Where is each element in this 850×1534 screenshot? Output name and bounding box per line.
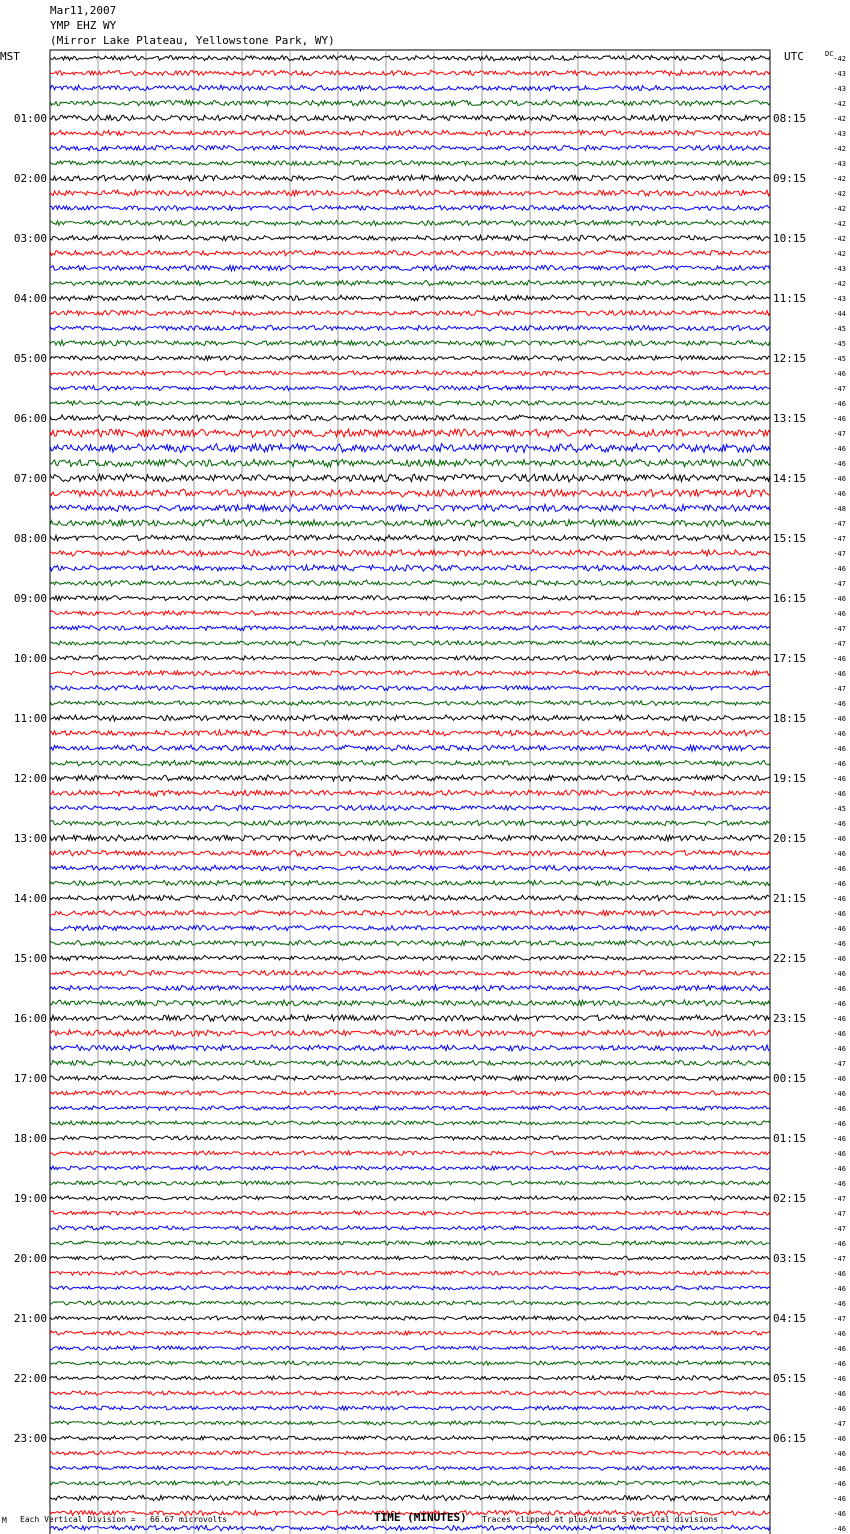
seismic-trace — [50, 1525, 770, 1531]
mst-hour-label: 06:00 — [13, 412, 47, 425]
utc-hour-label: 01:15 — [773, 1132, 807, 1145]
seismic-trace — [50, 415, 770, 421]
seismic-trace — [50, 1045, 770, 1051]
seismic-trace — [50, 970, 770, 975]
dc-offset-label: -46 — [833, 745, 846, 753]
seismic-trace — [50, 55, 770, 61]
dc-offset-label: -42 — [833, 145, 846, 153]
seismic-trace — [50, 760, 770, 765]
seismic-trace — [50, 519, 770, 526]
dc-offset-label: -47 — [833, 1255, 846, 1263]
utc-hour-label: 04:15 — [773, 1312, 807, 1325]
dc-offset-label: -46 — [833, 1360, 846, 1368]
seismic-trace — [50, 401, 770, 406]
seismic-trace — [50, 985, 770, 991]
seismic-trace — [50, 459, 770, 467]
seismic-trace — [50, 865, 770, 871]
mst-hour-label: 22:00 — [13, 1372, 47, 1385]
seismic-trace — [50, 775, 770, 781]
dc-offset-label: -46 — [833, 715, 846, 723]
dc-offset-label: -46 — [833, 1105, 846, 1113]
mst-hour-label: 12:00 — [13, 772, 47, 785]
dc-offset-label: -46 — [833, 940, 846, 948]
seismic-trace — [50, 1481, 770, 1485]
dc-offset-label: -47 — [833, 1210, 846, 1218]
dc-offset-label: -46 — [833, 835, 846, 843]
seismic-trace — [50, 565, 770, 571]
seismic-trace — [50, 850, 770, 856]
dc-offset-label: -47 — [833, 535, 846, 543]
seismic-trace — [50, 790, 770, 796]
dc-offset-label: -46 — [833, 925, 846, 933]
utc-hour-label: 20:15 — [773, 832, 807, 845]
dc-offset-label: -46 — [833, 1270, 846, 1278]
seismic-trace — [50, 1316, 770, 1320]
utc-hour-label: 08:15 — [773, 112, 807, 125]
seismic-trace — [50, 805, 770, 810]
seismic-trace — [50, 474, 770, 482]
seismic-trace — [50, 235, 770, 241]
dc-offset-label: -47 — [833, 1315, 846, 1323]
dc-offset-label: -42 — [833, 280, 846, 288]
dc-offset-label: -42 — [833, 205, 846, 213]
dc-offset-label: -46 — [833, 1075, 846, 1083]
dc-offset-label: -46 — [833, 445, 846, 453]
seismic-trace — [50, 1091, 770, 1096]
dc-offset-label: -45 — [833, 805, 846, 813]
dc-offset-label: -43 — [833, 265, 846, 273]
utc-hour-label: 00:15 — [773, 1072, 807, 1085]
seismic-trace — [50, 1015, 770, 1021]
dc-offset-label: -46 — [833, 730, 846, 738]
seismic-trace — [50, 626, 770, 631]
utc-hour-label: 16:15 — [773, 592, 807, 605]
dc-offset-label: -43 — [833, 70, 846, 78]
utc-hour-label: 17:15 — [773, 652, 807, 665]
seismic-trace — [50, 550, 770, 557]
dc-offset-label: -46 — [833, 760, 846, 768]
station-code: YMP EHZ WY — [50, 19, 117, 32]
seismic-trace — [50, 386, 770, 391]
dc-offset-label: -46 — [833, 790, 846, 798]
seismic-trace — [50, 1181, 770, 1185]
seismic-trace — [50, 1256, 770, 1260]
dc-offset-label: -46 — [833, 1375, 846, 1383]
dc-offset-label: -46 — [833, 1510, 846, 1518]
mst-hour-label: 14:00 — [13, 892, 47, 905]
dc-offset-label: -47 — [833, 430, 846, 438]
seismic-trace — [50, 1030, 770, 1037]
dc-offset-label: -46 — [833, 1090, 846, 1098]
station-date: Mar11,2007 — [50, 4, 117, 17]
seismic-trace — [50, 1451, 770, 1455]
mst-hour-label: 08:00 — [13, 532, 47, 545]
dc-offset-label: -42 — [833, 55, 846, 63]
utc-hour-label: 11:15 — [773, 292, 807, 305]
dc-offset-label: -42 — [833, 190, 846, 198]
seismic-trace — [50, 1421, 770, 1425]
dc-offset-label: -46 — [833, 1465, 846, 1473]
dc-offset-label: -46 — [833, 1435, 846, 1443]
dc-offset-label: -46 — [833, 415, 846, 423]
dc-offset-label: -46 — [833, 1030, 846, 1038]
mst-hour-label: 11:00 — [13, 712, 47, 725]
dc-offset-label: -45 — [833, 355, 846, 363]
seismic-trace — [50, 70, 770, 75]
dc-offset-label: -46 — [833, 820, 846, 828]
dc-offset-label: -46 — [833, 700, 846, 708]
seismic-trace — [50, 1151, 770, 1156]
seismic-trace — [50, 265, 770, 271]
dc-offset-label: -42 — [833, 250, 846, 258]
dc-offset-label: -47 — [833, 1420, 846, 1428]
dc-offset-label: -42 — [833, 115, 846, 123]
dc-offset-label: -46 — [833, 1045, 846, 1053]
dc-offset-label: -46 — [833, 1180, 846, 1188]
seismic-trace — [50, 190, 770, 196]
dc-offset-label: -46 — [833, 1480, 846, 1488]
seismic-trace — [50, 1391, 770, 1396]
dc-offset-label: -42 — [833, 235, 846, 243]
seismic-trace — [50, 880, 770, 886]
seismic-trace — [50, 671, 770, 676]
seismic-trace — [50, 835, 770, 841]
utc-hour-label: 13:15 — [773, 412, 807, 425]
dc-offset-label: -46 — [833, 595, 846, 603]
dc-offset-label: -47 — [833, 1060, 846, 1068]
mst-hour-label: 23:00 — [13, 1432, 47, 1445]
dc-offset-label: -48 — [833, 505, 846, 513]
dc-offset-label: -46 — [833, 895, 846, 903]
mst-hour-label: 16:00 — [13, 1012, 47, 1025]
seismic-trace — [50, 745, 770, 751]
seismic-trace — [50, 1241, 770, 1245]
dc-offset-label: -46 — [833, 1300, 846, 1308]
utc-hour-label: 12:15 — [773, 352, 807, 365]
dc-offset-label: -46 — [833, 1330, 846, 1338]
seismic-trace — [50, 940, 770, 946]
dc-offset-label: -46 — [833, 670, 846, 678]
mst-hour-label: 01:00 — [13, 112, 47, 125]
seismic-trace — [50, 130, 770, 135]
seismic-trace — [50, 1136, 770, 1140]
seismic-trace — [50, 145, 770, 150]
mst-hour-label: 09:00 — [13, 592, 47, 605]
dc-offset-label: -46 — [833, 850, 846, 858]
seismic-trace — [50, 429, 770, 437]
dc-offset-label: -42 — [833, 175, 846, 183]
seismic-trace — [50, 1000, 770, 1006]
dc-offset-label: -46 — [833, 1495, 846, 1503]
seismic-trace — [50, 1166, 770, 1170]
seismic-trace — [50, 1346, 770, 1350]
dc-offset-label: -46 — [833, 1405, 846, 1413]
dc-offset-label: -46 — [833, 865, 846, 873]
mst-hour-label: 04:00 — [13, 292, 47, 305]
dc-offset-label: -42 — [833, 100, 846, 108]
seismic-trace — [50, 701, 770, 706]
dc-offset-label: -46 — [833, 1165, 846, 1173]
mst-hour-label: 18:00 — [13, 1132, 47, 1145]
seismic-trace — [50, 444, 770, 453]
utc-hour-label: 14:15 — [773, 472, 807, 485]
seismic-trace — [50, 535, 770, 541]
seismic-trace — [50, 1436, 770, 1441]
seismic-trace — [50, 1211, 770, 1215]
seismic-trace — [50, 356, 770, 361]
dc-offset-label: -46 — [833, 1345, 846, 1353]
x-axis-label: TIME (MINUTES) — [374, 1511, 467, 1524]
utc-hour-label: 21:15 — [773, 892, 807, 905]
dc-offset-label: -46 — [833, 955, 846, 963]
dc-offset-label: -47 — [833, 580, 846, 588]
seismic-trace — [50, 580, 770, 586]
seismic-trace — [50, 295, 770, 301]
seismic-trace — [50, 371, 770, 376]
dc-offset-label: -43 — [833, 295, 846, 303]
dc-offset-label: -44 — [833, 310, 846, 318]
dc-offset-label: -45 — [833, 325, 846, 333]
seismic-trace — [50, 1286, 770, 1290]
dc-offset-label: -46 — [833, 1525, 846, 1533]
mst-hour-label: 13:00 — [13, 832, 47, 845]
seismic-trace — [50, 1301, 770, 1306]
seismic-trace — [50, 505, 770, 512]
footer-mark: M — [2, 1516, 7, 1525]
seismic-trace — [50, 205, 770, 210]
seismic-trace — [50, 489, 770, 497]
seismic-trace — [50, 115, 770, 121]
seismic-trace — [50, 160, 770, 166]
seismic-trace — [50, 596, 770, 601]
dc-offset-label: -46 — [833, 1285, 846, 1293]
utc-hour-label: 03:15 — [773, 1252, 807, 1265]
seismic-trace — [50, 1121, 770, 1125]
seismic-trace — [50, 1060, 770, 1066]
dc-offset-label: -47 — [833, 640, 846, 648]
seismic-trace — [50, 925, 770, 930]
dc-offset-label: -42 — [833, 220, 846, 228]
dc-offset-label: -46 — [833, 1135, 846, 1143]
dc-offset-label: -46 — [833, 610, 846, 618]
dc-title: DC — [825, 50, 834, 58]
mst-hour-label: 20:00 — [13, 1252, 47, 1265]
seismic-trace — [50, 1495, 770, 1501]
dc-offset-label: -47 — [833, 550, 846, 558]
dc-offset-label: -46 — [833, 1390, 846, 1398]
mst-hour-label: 19:00 — [13, 1192, 47, 1205]
dc-offset-label: -46 — [833, 1015, 846, 1023]
seismic-trace — [50, 611, 770, 616]
seismic-trace — [50, 1406, 770, 1410]
mst-hour-label: 21:00 — [13, 1312, 47, 1325]
seismic-trace — [50, 1076, 770, 1081]
seismic-trace — [50, 656, 770, 661]
utc-hour-label: 22:15 — [773, 952, 807, 965]
seismic-trace — [50, 310, 770, 315]
dc-offset-label: -46 — [833, 475, 846, 483]
dc-offset-label: -43 — [833, 85, 846, 93]
dc-offset-label: -46 — [833, 400, 846, 408]
utc-hour-label: 06:15 — [773, 1432, 807, 1445]
utc-hour-label: 09:15 — [773, 172, 807, 185]
dc-offset-label: -46 — [833, 970, 846, 978]
seismic-trace — [50, 175, 770, 181]
dc-offset-label: -46 — [833, 910, 846, 918]
utc-hour-label: 15:15 — [773, 532, 807, 545]
seismic-trace — [50, 250, 770, 256]
seismic-trace — [50, 1226, 770, 1231]
utc-hour-label: 10:15 — [773, 232, 807, 245]
mst-hour-label: 17:00 — [13, 1072, 47, 1085]
seismic-trace — [50, 220, 770, 226]
seismic-trace — [50, 910, 770, 916]
dc-offset-label: -46 — [833, 880, 846, 888]
mst-hour-label: 10:00 — [13, 652, 47, 665]
dc-offset-label: -46 — [833, 985, 846, 993]
dc-offset-label: -46 — [833, 775, 846, 783]
mst-hour-label: 02:00 — [13, 172, 47, 185]
utc-hour-label: 05:15 — [773, 1372, 807, 1385]
dc-offset-label: -46 — [833, 370, 846, 378]
scale-note: Each Vertical Division = 66.67 microvolts — [20, 1515, 228, 1524]
seismic-trace — [50, 715, 770, 721]
mst-hour-label: 03:00 — [13, 232, 47, 245]
seismic-trace — [50, 1376, 770, 1380]
right-axis-title: UTC — [784, 50, 804, 63]
dc-offset-label: -46 — [833, 1120, 846, 1128]
utc-hour-label: 02:15 — [773, 1192, 807, 1205]
seismic-trace — [50, 686, 770, 691]
dc-offset-label: -47 — [833, 1225, 846, 1233]
seismic-trace — [50, 100, 770, 106]
seismic-trace — [50, 1106, 770, 1110]
dc-offset-label: -47 — [833, 685, 846, 693]
dc-offset-label: -45 — [833, 340, 846, 348]
utc-hour-label: 23:15 — [773, 1012, 807, 1025]
dc-offset-label: -46 — [833, 565, 846, 573]
dc-offset-label: -43 — [833, 160, 846, 168]
dc-offset-label: -47 — [833, 385, 846, 393]
left-axis-title: MST — [0, 50, 20, 63]
dc-offset-label: -47 — [833, 1195, 846, 1203]
seismic-trace — [50, 730, 770, 736]
seismic-trace — [50, 820, 770, 826]
seismic-traces — [50, 55, 770, 1531]
dc-offset-label: -47 — [833, 520, 846, 528]
dc-offset-label: -43 — [833, 130, 846, 138]
dc-offset-label: -46 — [833, 490, 846, 498]
dc-offset-label: -46 — [833, 1450, 846, 1458]
dc-offset-label: -46 — [833, 460, 846, 468]
mst-hour-label: 07:00 — [13, 472, 47, 485]
dc-offset-label: -46 — [833, 1000, 846, 1008]
seismic-trace — [50, 325, 770, 331]
seismic-trace — [50, 641, 770, 646]
dc-offset-label: -46 — [833, 1150, 846, 1158]
mst-hour-label: 15:00 — [13, 952, 47, 965]
seismic-trace — [50, 85, 770, 91]
dc-offset-label: -46 — [833, 655, 846, 663]
dc-offset-label: -47 — [833, 625, 846, 633]
seismic-trace — [50, 1466, 770, 1471]
seismic-trace — [50, 956, 770, 961]
clip-note: Traces clipped at plus/minus 5 vertical divisions — [482, 1515, 719, 1524]
utc-hour-label: 18:15 — [773, 712, 807, 725]
dc-offset-label: -46 — [833, 1240, 846, 1248]
seismic-trace — [50, 1271, 770, 1276]
seismic-trace — [50, 1196, 770, 1201]
mst-hour-label: 05:00 — [13, 352, 47, 365]
seismic-trace — [50, 1361, 770, 1366]
seismic-trace — [50, 340, 770, 346]
seismic-trace — [50, 280, 770, 286]
seismic-trace — [50, 895, 770, 901]
seismic-trace — [50, 1331, 770, 1335]
station-location: (Mirror Lake Plateau, Yellowstone Park, WY) — [50, 34, 335, 47]
utc-hour-label: 19:15 — [773, 772, 807, 785]
